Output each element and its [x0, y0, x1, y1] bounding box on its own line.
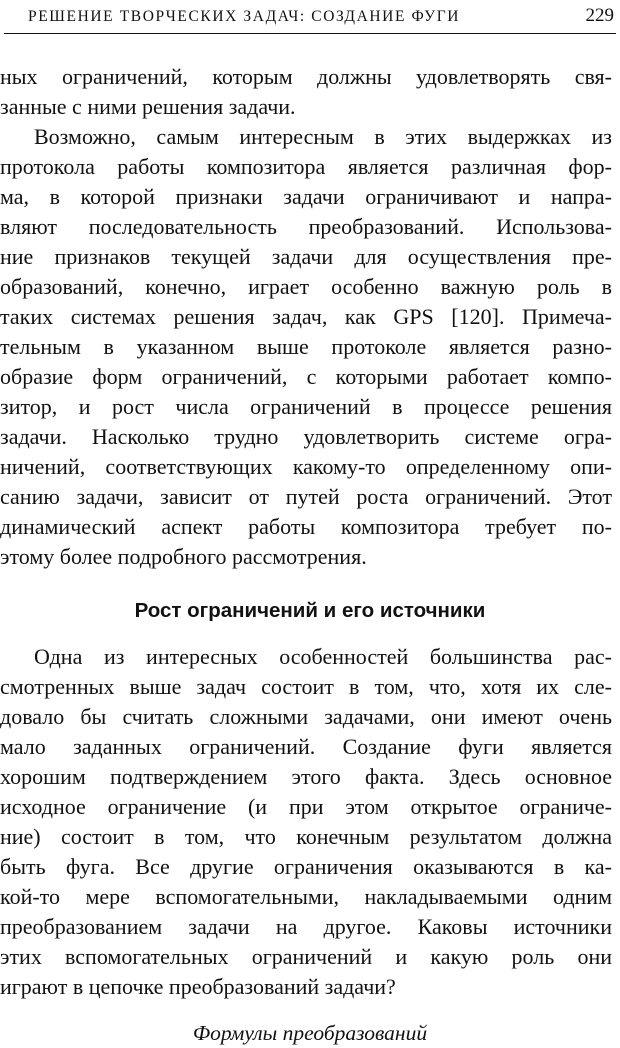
text-line: ма, в которой признаки задачи ограничивают и напра-: [0, 184, 612, 209]
text-line: довало бы считать сложными задачами, они имеют очень: [0, 704, 612, 729]
text-line: задачи. Насколько трудно удовлетворить системе огра-: [0, 424, 612, 449]
text-line: этих вспомогательных ограничений и какую роль они: [0, 944, 612, 969]
text-line: кой-то мере вспомогательными, накладываемыми одним: [0, 884, 612, 909]
text-line: тельным в указанном выше протоколе является разно-: [0, 334, 612, 359]
text-line: Возможно, самым интересным в этих выдержках из: [34, 124, 612, 149]
text-line: ничений, соответствующих какому-то определенному опи-: [0, 454, 612, 479]
running-title: РЕШЕНИЕ ТВОРЧЕСКИХ ЗАДАЧ: СОЗДАНИЕ ФУГИ: [28, 8, 461, 25]
text-line: санию задачи, зависит от путей роста ограничений. Этот: [0, 484, 612, 509]
text-line: преобразованием задачи на другое. Каковы источники: [0, 914, 612, 939]
header-rule: [4, 33, 616, 34]
text-line: образие форм ограничений, с которыми работает компо-: [0, 364, 612, 389]
text-line: ние) состоит в том, что конечным результатом должна: [0, 824, 612, 849]
text-line: смотренных выше задач состоит в том, что, хотя их сле-: [0, 674, 612, 699]
section-heading: Рост ограничений и его источники: [134, 599, 486, 622]
text-line: этому более подробного рассмотрения.: [0, 544, 367, 569]
text-line: образований, конечно, играет особенно важную роль в: [0, 274, 612, 299]
text-line: исходное ограничение (и при этом открытое ограниче-: [0, 794, 612, 819]
text-line: хорошим подтверждением этого факта. Здесь основное: [0, 764, 612, 789]
text-line: Одна из интересных особенностей большинства рас-: [34, 644, 612, 669]
text-line: таких системах решения задач, как GPS [120]. Примеча-: [0, 304, 612, 329]
text-line: ных ограничений, которым должны удовлетворять свя-: [0, 64, 612, 89]
text-line: зитор, и рост числа ограничений в процессе решения: [0, 394, 612, 419]
text-line: ние признаков текущей задачи для осуществления пре-: [0, 244, 612, 269]
text-line: быть фуга. Все другие ограничения оказываются в ка-: [0, 854, 612, 879]
text-line: мало заданных ограничений. Создание фуги является: [0, 734, 612, 759]
running-head: [0, 4, 620, 32]
text-line: протокола работы композитора является различная фор-: [0, 154, 612, 179]
text-line: динамический аспект работы композитора требует по-: [0, 514, 612, 539]
text-line: вляют последовательность преобразований. Использова-: [0, 214, 612, 239]
text-line: занные с ними решения задачи.: [0, 94, 296, 119]
text-line: играют в цепочке преобразований задачи?: [0, 974, 396, 999]
subsection-heading: Формулы преобразований: [192, 1021, 428, 1045]
page-number: 229: [585, 5, 614, 26]
